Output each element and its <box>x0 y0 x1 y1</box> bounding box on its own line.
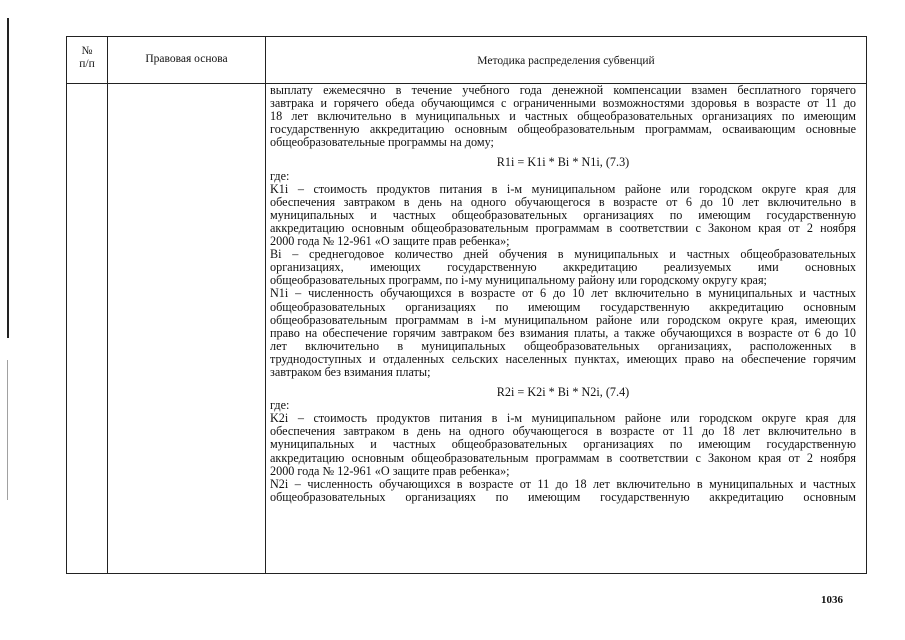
formula-7-3: R1i = K1i * Bi * N1i, (7.3) <box>496 155 630 170</box>
text-line: 2000 года № 12-961 «О защите прав ребенка»; <box>270 463 510 478</box>
text-line: аккредитацию основным общеобразовательным программам в соответствии с Законом края от 2 ноября <box>270 450 856 465</box>
header-num <box>67 45 107 71</box>
n1i-definition <box>270 287 856 379</box>
text-line: муниципальных и частных общеобразовательных организациях по имеющим государственную <box>270 207 856 222</box>
text-line: выплату ежемесячно в течение учебного года денежной компенсации взамен бесплатного горячего <box>270 83 856 97</box>
text-line: общеобразовательным программам в i-м муниципальном районе или городском округе края, имеющих <box>270 312 856 327</box>
text-line: K1i – стоимость продуктов питания в i-м муниципальном районе или городском округе края для <box>270 181 856 196</box>
text-line: государственную аккредитацию основным общеобразовательным программам, осваивающим основные <box>270 122 856 137</box>
k2i-definition <box>270 412 856 477</box>
text-line: обеспечения завтраком в день на одного обучающегося в возрасте от 11 до 18 лет включительно в <box>270 424 856 439</box>
text-line: лет включительно в муниципальных общеобразовательных организациях, расположенных в <box>270 338 856 353</box>
text-line: завтрака и горячего обеда обучающимся с ограниченными возможностями здоровья в возрасте от 11 до <box>270 96 856 111</box>
text-line: право на обеспечение горячим завтраком без взимания платы, а также обучающихся в возрасте от 6 до 10 <box>270 325 856 340</box>
text-line: труднодоступных и отдаленных сельских населенных пунктах, имеющих право на обеспечение горячим <box>270 351 856 366</box>
intro-paragraph <box>270 84 856 149</box>
method-text <box>270 84 856 504</box>
text-line: общеобразовательных организациях по имеющим государственную аккредитацию основным <box>270 489 856 504</box>
column-divider <box>265 37 266 573</box>
text-line: Bi – среднегодовое количество дней обучения в муниципальных и частных общеобразовательных <box>270 247 856 262</box>
header-legal-basis: Правовая основа <box>145 53 228 65</box>
text-line: N1i – численность обучающихся в возрасте от 6 до 10 лет включительно в муниципальных и частных <box>270 286 856 301</box>
header-method: Методика распределения субвенций <box>477 55 655 67</box>
text-line: аккредитацию основным общеобразовательным программам в соответствии с Законом края от 2 ноября <box>270 220 856 235</box>
page-number: 1036 <box>821 594 843 606</box>
text-line: 18 лет включительно в муниципальных и частных общеобразовательных организациях по имеющим <box>270 109 856 124</box>
header-num-label: № п/п <box>79 45 95 70</box>
left-margin-rule <box>7 18 9 338</box>
text-line: муниципальных и частных общеобразовательных организациях по имеющим государственную <box>270 437 856 452</box>
text-line: N2i – численность обучающихся в возрасте от 11 до 18 лет включительно в муниципальных и частных <box>270 476 856 491</box>
where-label: где: <box>270 168 290 183</box>
formula-7-4: R2i = K2i * Bi * N2i, (7.4) <box>496 385 630 400</box>
left-margin-rule-faint <box>7 360 8 500</box>
text-line: K2i – стоимость продуктов питания в i-м муниципальном районе или городском округе края для <box>270 411 856 426</box>
k1i-definition <box>270 183 856 248</box>
text-line: завтраком без взимания платы; <box>270 364 431 379</box>
text-line: организациях, имеющих государственную аккредитацию реализуемых ими основных <box>270 260 856 275</box>
text-line: обеспечения завтраком в день на одного обучающегося в возрасте от 6 до 10 лет включительно в <box>270 194 856 209</box>
n2i-definition <box>270 478 856 504</box>
text-line: общеобразовательные программы на дому; <box>270 135 494 150</box>
text-line: общеобразовательных организациях по имеющим государственную аккредитацию основным <box>270 299 856 314</box>
text-line: 2000 года № 12-961 «О защите прав ребенка»; <box>270 234 510 249</box>
where-label: где: <box>270 398 290 413</box>
distribution-table <box>66 36 867 574</box>
column-divider <box>107 37 108 573</box>
text-line: общеобразовательных программ, по i-му муниципальному району или городскому округу края; <box>270 273 767 288</box>
bi-definition <box>270 248 856 287</box>
